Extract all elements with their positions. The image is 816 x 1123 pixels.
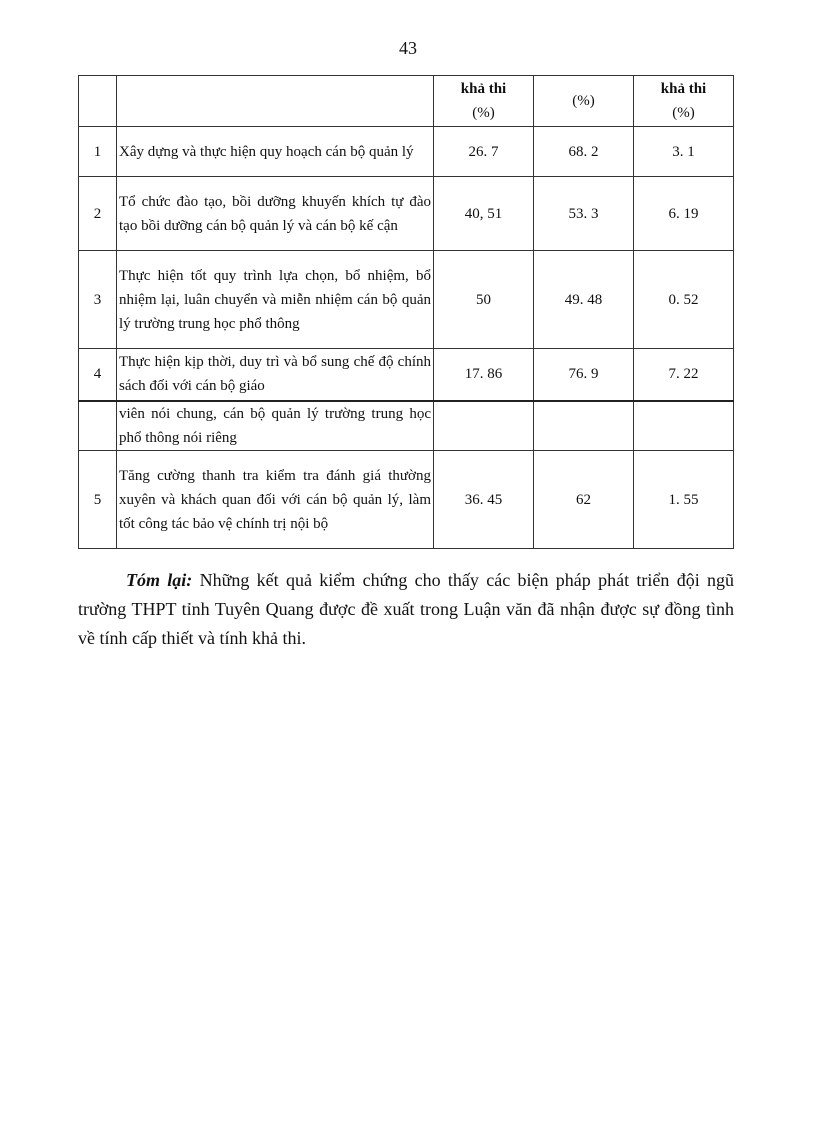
- row-value-3: 3. 1: [634, 127, 734, 177]
- row-value-3: [634, 401, 734, 451]
- row-value-2: 53. 3: [534, 177, 634, 251]
- header-col1-label: khả thi: [460, 81, 507, 97]
- table-row: [79, 401, 734, 451]
- row-value-2: 49. 48: [534, 251, 634, 349]
- header-col1: [434, 76, 534, 127]
- header-col2-unit: (%): [572, 93, 595, 109]
- table-row: [79, 349, 734, 401]
- row-number: [79, 401, 117, 451]
- header-col3-unit: (%): [672, 105, 695, 121]
- row-value-1: 17. 86: [434, 349, 534, 401]
- conclusion-lead: Tóm lại:: [126, 570, 193, 590]
- page-number: 43: [399, 38, 417, 58]
- row-description: Tổ chức đào tạo, bồi dưỡng khuyến khích tự đào tạo bồi dưỡng cán bộ quản lý và cán bộ kế cận: [117, 177, 434, 251]
- header-col1-unit: (%): [472, 105, 495, 121]
- row-value-3: 6. 19: [634, 177, 734, 251]
- row-description: Thực hiện tốt quy trình lựa chọn, bổ nhiệm, bổ nhiệm lại, luân chuyển và miễn nhiệm cán bộ quản lý trường trung học phổ thông: [117, 251, 434, 349]
- table-row: [79, 451, 734, 549]
- row-value-1: 40, 51: [434, 177, 534, 251]
- row-number: 2: [79, 177, 117, 251]
- row-description: Xây dựng và thực hiện quy hoạch cán bộ quản lý: [117, 127, 434, 177]
- header-col3-label: khả thi: [660, 81, 707, 97]
- row-value-2: 68. 2: [534, 127, 634, 177]
- table-header-row: [79, 76, 734, 127]
- row-value-1: [434, 401, 534, 451]
- header-desc-cell: [117, 76, 434, 127]
- row-description: Tăng cường thanh tra kiểm tra đánh giá thường xuyên và khách quan đối với cán bộ quản lý, làm tốt công tác bảo vệ chính trị nội bộ: [117, 451, 434, 549]
- table-row: [79, 251, 734, 349]
- header-col3: [634, 76, 734, 127]
- conclusion-text: Những kết quả kiểm chứng cho thấy các biện pháp phát triển đội ngũ trường THPT tỉnh Tuyên Quang được đề xuất trong Luận văn đã nhận được sự đồng tình về tính cấp thiết và tính khả thi.: [78, 570, 735, 648]
- row-value-2: 62: [534, 451, 634, 549]
- row-value-3: 1. 55: [634, 451, 734, 549]
- row-value-1: 26. 7: [434, 127, 534, 177]
- row-description: viên nói chung, cán bộ quản lý trường trung học phổ thông nói riêng: [117, 401, 434, 451]
- row-value-2: 76. 9: [534, 349, 634, 401]
- row-description: Thực hiện kịp thời, duy trì và bổ sung chế độ chính sách đối với cán bộ giáo: [117, 349, 434, 401]
- row-value-3: 0. 52: [634, 251, 734, 349]
- header-col2: [534, 76, 634, 127]
- conclusion-paragraph: [78, 566, 734, 653]
- survey-results-table: [78, 75, 734, 549]
- row-value-2: [534, 401, 634, 451]
- row-value-1: 36. 45: [434, 451, 534, 549]
- table-row: [79, 127, 734, 177]
- header-no-cell: [79, 76, 117, 127]
- row-value-3: 7. 22: [634, 349, 734, 401]
- row-number: 1: [79, 127, 117, 177]
- table-row: [79, 177, 734, 251]
- row-value-1: 50: [434, 251, 534, 349]
- row-number: 5: [79, 451, 117, 549]
- row-number: 3: [79, 251, 117, 349]
- row-number: 4: [79, 349, 117, 401]
